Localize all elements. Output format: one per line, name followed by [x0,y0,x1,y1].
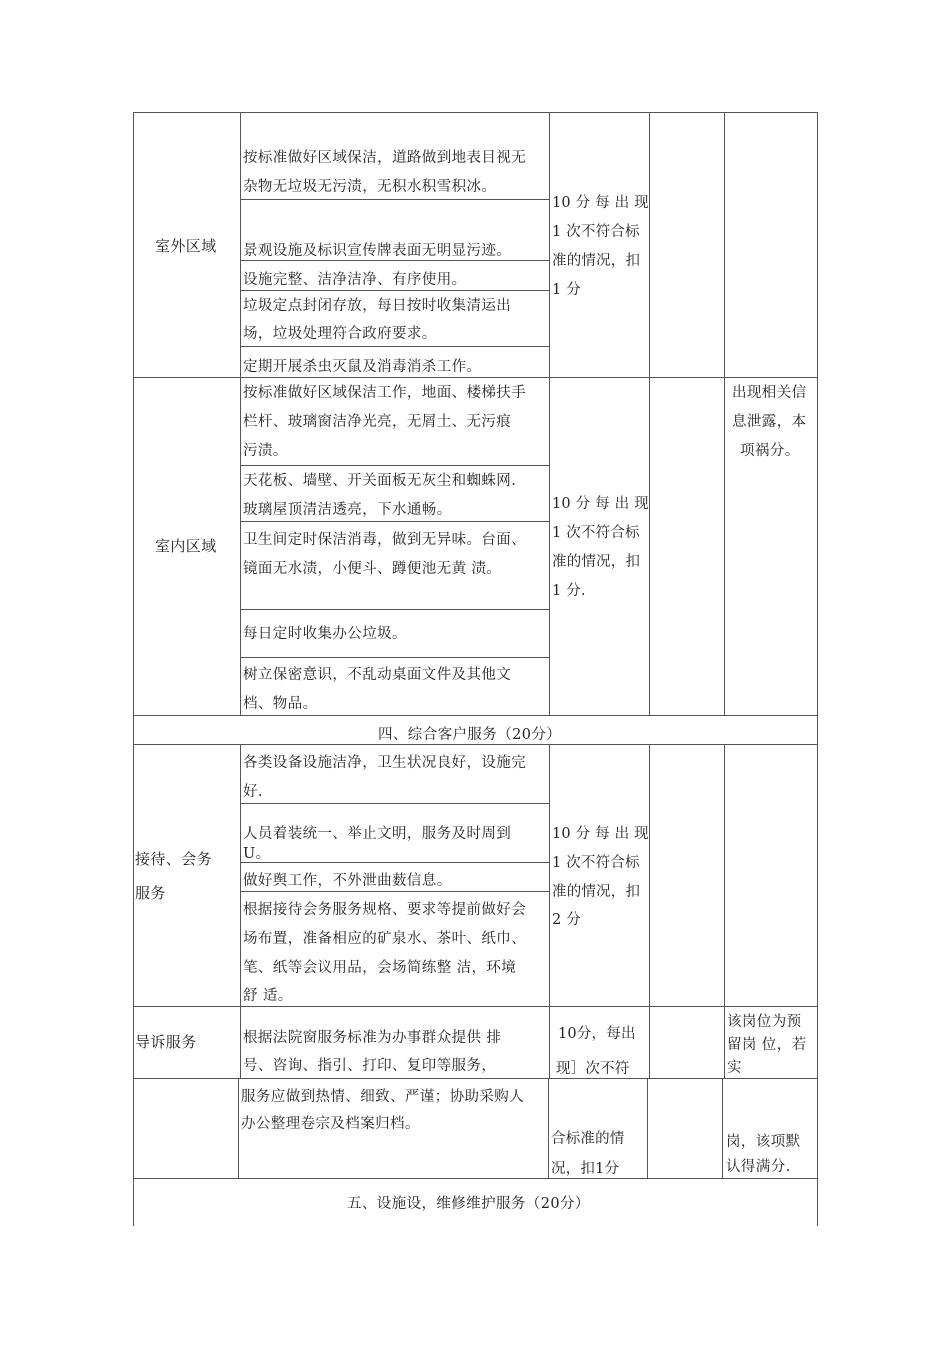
item-divider [240,657,550,658]
guide-item-line-2: 号、咨询、指引、打印、复印等服务， [243,1058,497,1074]
category-indoor: 室内区域 [155,537,217,555]
indoor-item-2-line-2: 玻璃屋顶清洁透亮，下水通畅。 [243,502,452,518]
reception-item-1-line-2: 好. [243,784,263,800]
reception-item-4-line-4: 舒 适。 [243,988,293,1004]
guide-score-line-2: 现］次不符 [556,1061,630,1077]
reception-item-3: 做好舆工作，不外泄曲薮信息。 [243,873,452,889]
indoor-remark-line-1: 出现相关信 [732,385,807,401]
column-divider [724,744,725,1078]
indoor-remark-line-3: 项祸分。 [740,443,800,459]
table-border [817,112,818,1226]
column-divider [722,1078,723,1178]
guide-cont-score-line-2: 况，扣1分 [551,1161,620,1177]
column-divider [724,112,725,715]
column-divider [549,744,550,1078]
column-divider [238,1078,239,1178]
reception-score-line-2: 1 次不符合标 [552,855,640,871]
reception-item-4-line-1: 根据接待会务服务规格、要求等提前做好会 [243,902,527,918]
column-divider [549,112,550,715]
column-divider [240,744,241,1078]
guide-cont-item-line-1: 服务应做到热情、细致、严谨；协助采购人 [241,1089,525,1105]
indoor-item-5-line-1: 树立保密意识，不乱动桌面文件及其他文 [243,667,512,683]
section-four-title: 四、综合客户服务（20分） [378,727,562,743]
reception-item-2-line-1: 人员着装统一、举止文明，服务及时周到 [243,826,512,842]
outdoor-score-line-1: 10 分 每 出 现 [552,195,649,211]
reception-item-4-line-3: 笔、纸等会议用品，会场简练整 洁，环境 [243,960,517,976]
indoor-score-line-4: 1 分. [552,583,586,599]
outdoor-item-1-line-1: 按标准做好区域保洁，道路做到地表目视无 [243,150,527,166]
guide-cont-remark-line-2: 认得满分. [726,1159,791,1175]
guide-remark-line-3: 实 [727,1060,742,1076]
indoor-item-1-line-2: 栏杆、玻璃窗洁净光亮，无屑土、无污痕 [243,414,512,430]
indoor-score-line-3: 准的情况，扣 [552,554,641,570]
guide-cont-score-line-1: 合标准的情 [551,1131,625,1147]
category-reception-line-2: 服务 [135,884,166,902]
indoor-item-1-line-1: 按标准做好区域保洁工作，地面、楼梯扶手 [243,385,527,401]
column-divider [649,112,650,715]
outdoor-item-4-line-1: 垃圾定点封闭存放，每日按时收集清运出 [243,298,512,314]
indoor-item-2-line-1: 天花板、墙壁、开关面板无灰尘和蜘蛛网. [243,473,517,489]
outdoor-item-5: 定期开展杀虫灭鼠及消毒消杀工作。 [243,359,482,375]
indoor-item-3-line-2: 镜面无水渍，小便斗、蹲便池无黄 渍。 [243,561,502,577]
indoor-remark-line-2: 息泄露，本 [732,414,807,430]
reception-item-2-line-2: U。 [243,846,271,862]
column-divider [647,1078,648,1178]
guide-score-line-1: 10分，每出 [558,1026,636,1042]
reception-item-1-line-1: 各类设备设施洁净，卫生状况良好，设施完 [243,755,527,771]
column-divider [240,112,241,715]
reception-item-4-line-2: 场布置，准备相应的矿泉水、茶叶、纸巾、 [243,931,527,947]
indoor-score-line-1: 10 分 每 出 现 [552,496,649,512]
guide-remark-line-1: 该岗位为预 [727,1014,802,1030]
indoor-item-4: 每日定时收集办公垃圾。 [243,626,407,642]
reception-score-line-3: 准的情况，扣 [552,884,641,900]
table-border [133,112,134,1226]
column-divider [548,1078,549,1178]
guide-cont-remark-line-1: 岗，该项默 [726,1134,801,1150]
reception-score-line-4: 2 分 [552,912,581,928]
outdoor-item-1-line-2: 杂物无垃圾无污渍，无积水积雪积冰。 [243,179,497,195]
outdoor-item-3: 设施完整、洁净洁净、有序使用。 [243,272,467,288]
section-five-title: 五、设施设，维修维护服务（20分） [347,1196,590,1212]
category-reception-line-1: 接待、会务 [135,850,213,868]
indoor-score-line-2: 1 次不符合标 [552,525,640,541]
guide-remark-line-2: 留岗 位，若 [727,1037,807,1053]
guide-item-line-1: 根据法院窗服务标准为办事群众提供 排 [243,1030,502,1046]
indoor-item-1-line-3: 污渍。 [243,443,288,459]
item-divider [240,609,550,610]
category-guide: 导诉服务 [135,1033,197,1051]
row-divider [133,1178,818,1179]
item-divider [240,803,550,804]
table-border [133,112,818,113]
outdoor-item-2: 景观设施及标识宣传牌表面无明显污迹。 [243,243,512,259]
outdoor-score-line-2: 1 次不符合标 [552,224,640,240]
indoor-item-3-line-1: 卫生间定时保洁消毒，做到无异味。台面、 [243,532,527,548]
guide-cont-item-line-2: 办公整理卷宗及档案归档。 [241,1116,420,1132]
outdoor-score-line-4: 1 分 [552,282,581,298]
row-divider [133,715,818,716]
row-divider [133,1006,818,1007]
indoor-item-5-line-2: 档、物品。 [243,696,318,712]
item-divider [240,862,550,863]
category-outdoor: 室外区域 [155,237,217,255]
reception-score-line-1: 10 分 每 出 现 [552,826,649,842]
outdoor-score-line-3: 准的情况，扣 [552,253,641,269]
column-divider [649,744,650,1078]
outdoor-item-4-line-2: 场，垃圾处理符合政府要求。 [243,326,437,342]
